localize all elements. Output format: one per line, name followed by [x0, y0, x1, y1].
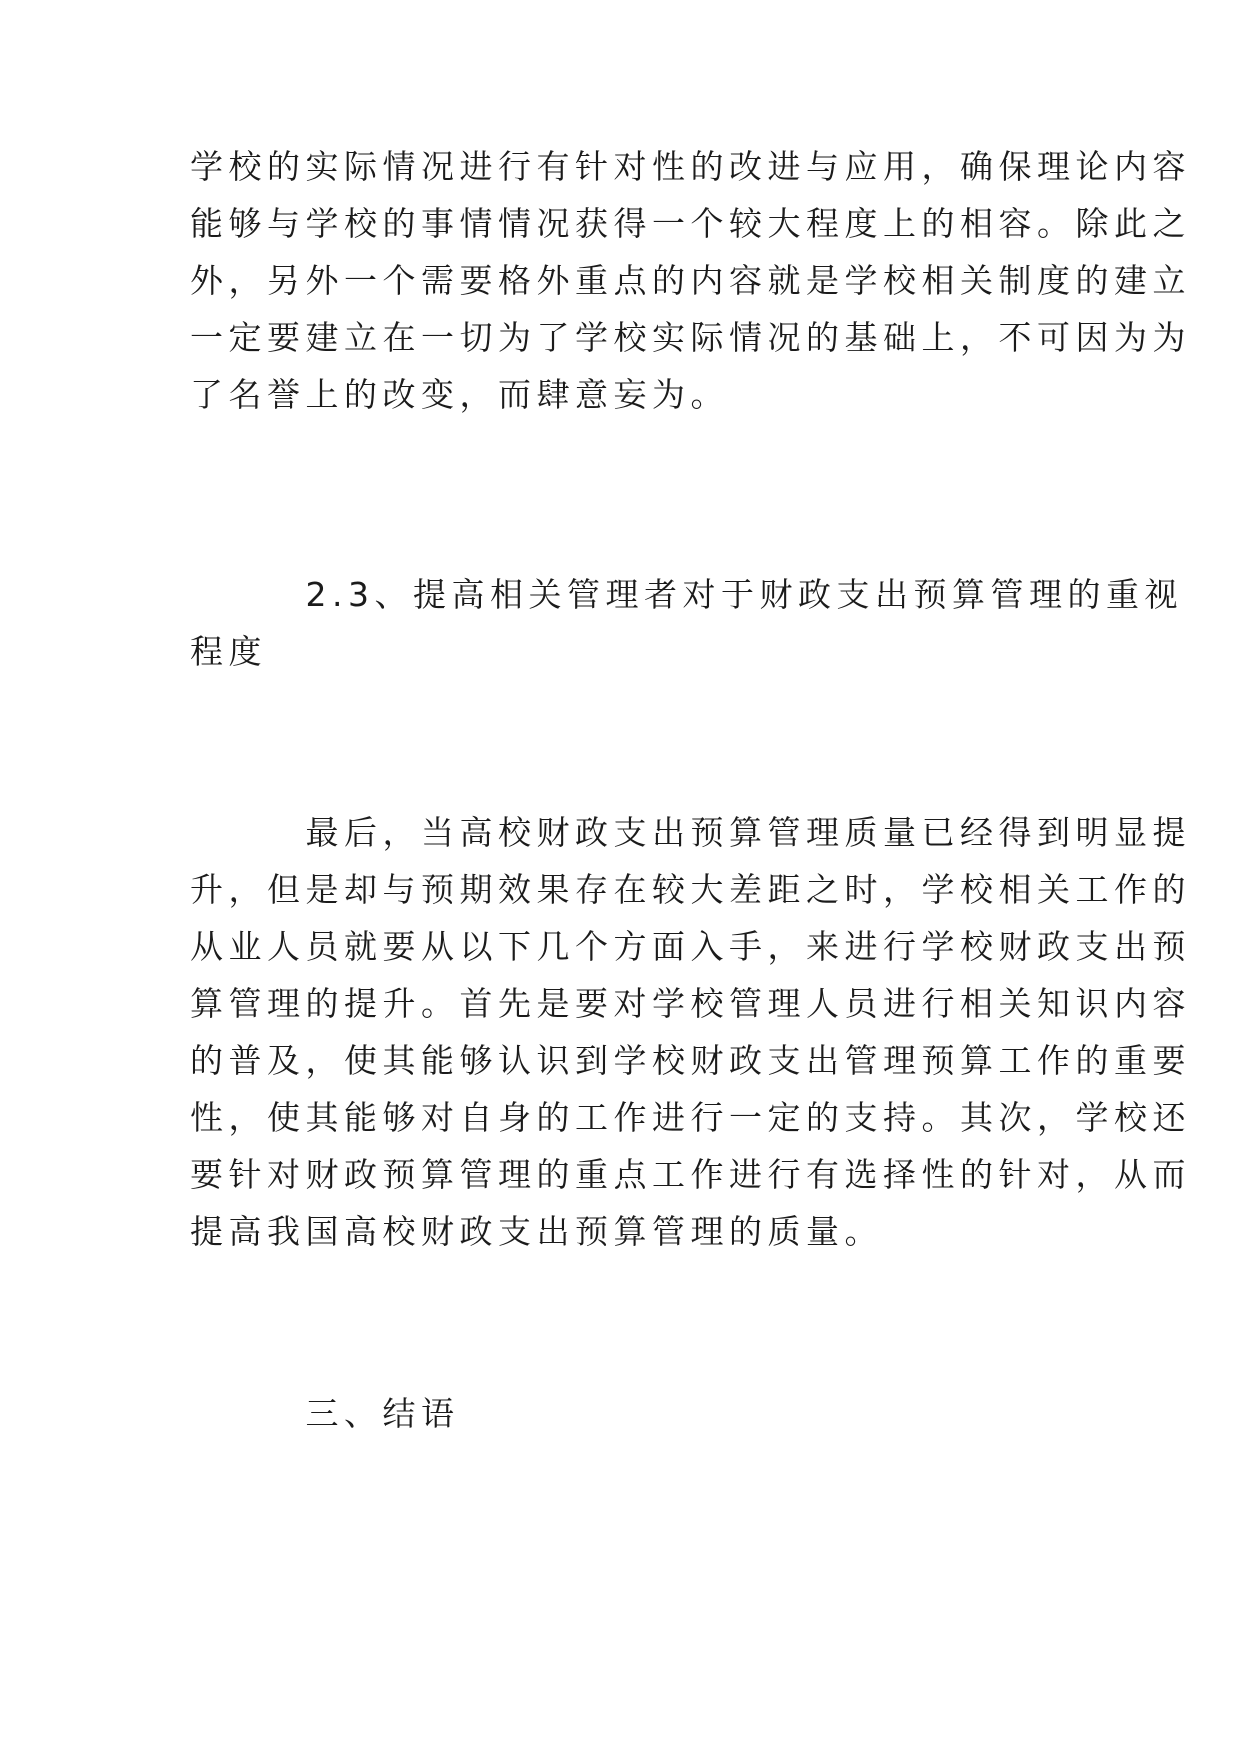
paragraph-line: 能够与学校的事情情况获得一个较大程度上的相容。除此之 [190, 204, 1191, 243]
section-heading-conclusion [190, 1385, 1054, 1442]
paragraph-line: 的普及，使其能够认识到学校财政支出管理预算工作的重要 [190, 1041, 1191, 1080]
section-heading-2-3 [190, 566, 1183, 680]
paragraph-line: 一定要建立在一切为了学校实际情况的基础上，不可因为为 [190, 318, 1191, 357]
heading-line: 三、结语 [190, 1394, 460, 1433]
paragraph-budget-improvement [190, 804, 1191, 1260]
paragraph-line: 了名誉上的改变，而肆意妄为。 [190, 375, 729, 414]
heading-line: 2.3、提高相关管理者对于财政支出预算管理的重视 [190, 575, 1183, 614]
paragraph-line: 升，但是却与预期效果存在较大差距之时，学校相关工作的 [190, 870, 1191, 909]
paragraph-line: 算管理的提升。首先是要对学校管理人员进行相关知识内容 [190, 984, 1191, 1023]
paragraph-school-system [190, 138, 1191, 423]
paragraph-line: 要针对财政预算管理的重点工作进行有选择性的针对，从而 [190, 1155, 1191, 1194]
paragraph-line: 学校的实际情况进行有针对性的改进与应用，确保理论内容 [190, 147, 1191, 186]
paragraph-line: 外，另外一个需要格外重点的内容就是学校相关制度的建立 [190, 261, 1191, 300]
paragraph-line: 最后，当高校财政支出预算管理质量已经得到明显提 [190, 813, 1191, 852]
paragraph-line: 从业人员就要从以下几个方面入手，来进行学校财政支出预 [190, 927, 1191, 966]
paragraph-line: 性，使其能够对自身的工作进行一定的支持。其次，学校还 [190, 1098, 1191, 1137]
heading-line: 程度 [190, 632, 267, 671]
paragraph-line: 提高我国高校财政支出预算管理的质量。 [190, 1212, 883, 1251]
